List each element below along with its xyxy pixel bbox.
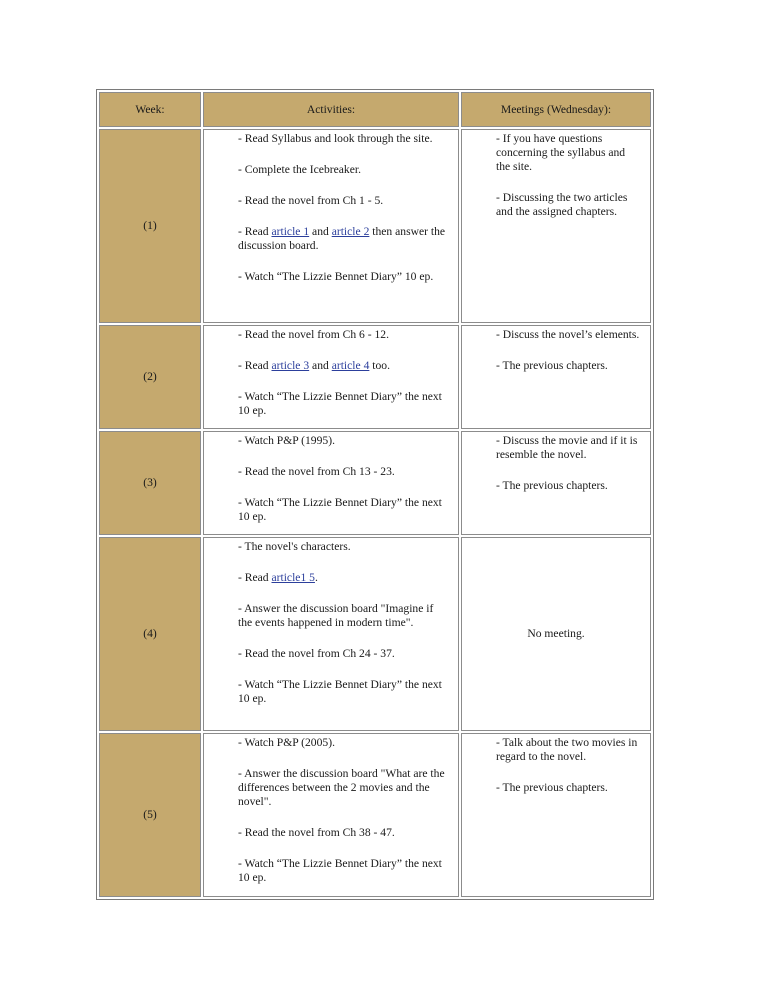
week-label: (5): [99, 733, 201, 897]
cell-paragraph: [238, 359, 450, 373]
meetings-cell: [461, 325, 651, 429]
cell-paragraph: [496, 781, 642, 795]
text-run: - Watch P&P (2005).: [238, 736, 335, 749]
text-run: - Read the novel from Ch 6 - 12.: [238, 328, 390, 341]
cell-paragraph: [496, 479, 642, 493]
cell-paragraph: [238, 678, 450, 706]
week-row: [99, 129, 651, 323]
meetings-cell: [461, 733, 651, 897]
week-label: (1): [99, 129, 201, 323]
article-link[interactable]: article1 5: [271, 571, 315, 584]
text-run: .: [314, 571, 318, 584]
cell-paragraph: [496, 132, 642, 174]
text-run: - Answer the discussion board "Imagine if the events happened in modern time".: [238, 602, 434, 629]
cell-paragraph: [238, 540, 450, 554]
cell-paragraph: [496, 191, 642, 219]
activities-cell: [203, 537, 459, 731]
cell-paragraph: [496, 359, 642, 373]
text-run: - Read: [238, 571, 272, 584]
cell-paragraph: [238, 602, 450, 630]
cell-paragraph: [238, 225, 450, 253]
week-label: (2): [99, 325, 201, 429]
cell-paragraph: [238, 132, 450, 146]
meetings-cell: No meeting.: [461, 537, 651, 731]
article-link[interactable]: article 2: [331, 225, 370, 238]
week-label: (3): [99, 431, 201, 535]
cell-paragraph: [238, 328, 450, 342]
article-link[interactable]: article 4: [331, 359, 370, 372]
cell-paragraph: [238, 571, 450, 585]
activities-header: Activities:: [203, 92, 459, 127]
schedule-table: [96, 89, 654, 900]
header-row: [99, 92, 651, 127]
text-run: - Watch “The Lizzie Bennet Diary” the next 10 ep.: [238, 857, 442, 884]
activities-cell: [203, 129, 459, 323]
text-run: - Watch P&P (1995).: [238, 434, 335, 447]
text-run: - Read the novel from Ch 38 - 47.: [238, 826, 395, 839]
text-run: - Watch “The Lizzie Bennet Diary” 10 ep.: [238, 270, 434, 283]
text-run: - Answer the discussion board "What are the differences between the 2 movies and the novel".: [238, 767, 445, 808]
text-run: too.: [369, 359, 390, 372]
meetings-cell: [461, 431, 651, 535]
text-run: - Complete the Icebreaker.: [238, 163, 361, 176]
text-run: and: [309, 359, 332, 372]
activities-cell: [203, 325, 459, 429]
activities-cell: [203, 733, 459, 897]
text-run: - Watch “The Lizzie Bennet Diary” the next 10 ep.: [238, 390, 442, 417]
text-run: - The previous chapters.: [496, 359, 608, 372]
cell-paragraph: [238, 857, 450, 885]
week-row: [99, 325, 651, 429]
text-run: - Read: [238, 225, 272, 238]
cell-paragraph: [238, 194, 450, 208]
cell-paragraph: [238, 270, 450, 284]
cell-paragraph: [238, 434, 450, 448]
text-run: - The previous chapters.: [496, 781, 608, 794]
text-run: - Read: [238, 359, 272, 372]
cell-paragraph: [496, 328, 642, 342]
text-run: - Read the novel from Ch 1 - 5.: [238, 194, 384, 207]
text-run: - Read the novel from Ch 13 - 23.: [238, 465, 395, 478]
text-run: - Discussing the two articles and the assigned chapters.: [496, 191, 628, 218]
week-row: [99, 537, 651, 731]
text-run: - Discuss the movie and if it is resemble the novel.: [496, 434, 638, 461]
text-run: - The previous chapters.: [496, 479, 608, 492]
text-run: - Watch “The Lizzie Bennet Diary” the next 10 ep.: [238, 678, 442, 705]
article-link[interactable]: article 1: [271, 225, 310, 238]
text-run: - Watch “The Lizzie Bennet Diary” the next 10 ep.: [238, 496, 442, 523]
text-run: - Talk about the two movies in regard to the novel.: [496, 736, 638, 763]
text-run: then answer the discussion board.: [238, 225, 446, 252]
text-run: and: [309, 225, 332, 238]
week-row: [99, 733, 651, 897]
week-header: Week:: [99, 92, 201, 127]
meetings-header: Meetings (Wednesday):: [461, 92, 651, 127]
article-link[interactable]: article 3: [271, 359, 310, 372]
cell-paragraph: [238, 736, 450, 750]
meetings-cell: [461, 129, 651, 323]
cell-paragraph: [496, 736, 642, 764]
cell-paragraph: [496, 434, 642, 462]
cell-paragraph: [238, 390, 450, 418]
cell-paragraph: [238, 647, 450, 661]
week-row: [99, 431, 651, 535]
text-run: - Discuss the novel’s elements.: [496, 328, 640, 341]
cell-paragraph: [238, 163, 450, 177]
week-label: (4): [99, 537, 201, 731]
text-run: - If you have questions concerning the syllabus and the site.: [496, 132, 626, 173]
text-run: - The novel's characters.: [238, 540, 351, 553]
activities-cell: [203, 431, 459, 535]
cell-paragraph: [238, 767, 450, 809]
text-run: - Read the novel from Ch 24 - 37.: [238, 647, 395, 660]
text-run: - Read Syllabus and look through the site.: [238, 132, 433, 145]
cell-paragraph: [238, 826, 450, 840]
cell-paragraph: [238, 465, 450, 479]
cell-paragraph: [238, 496, 450, 524]
